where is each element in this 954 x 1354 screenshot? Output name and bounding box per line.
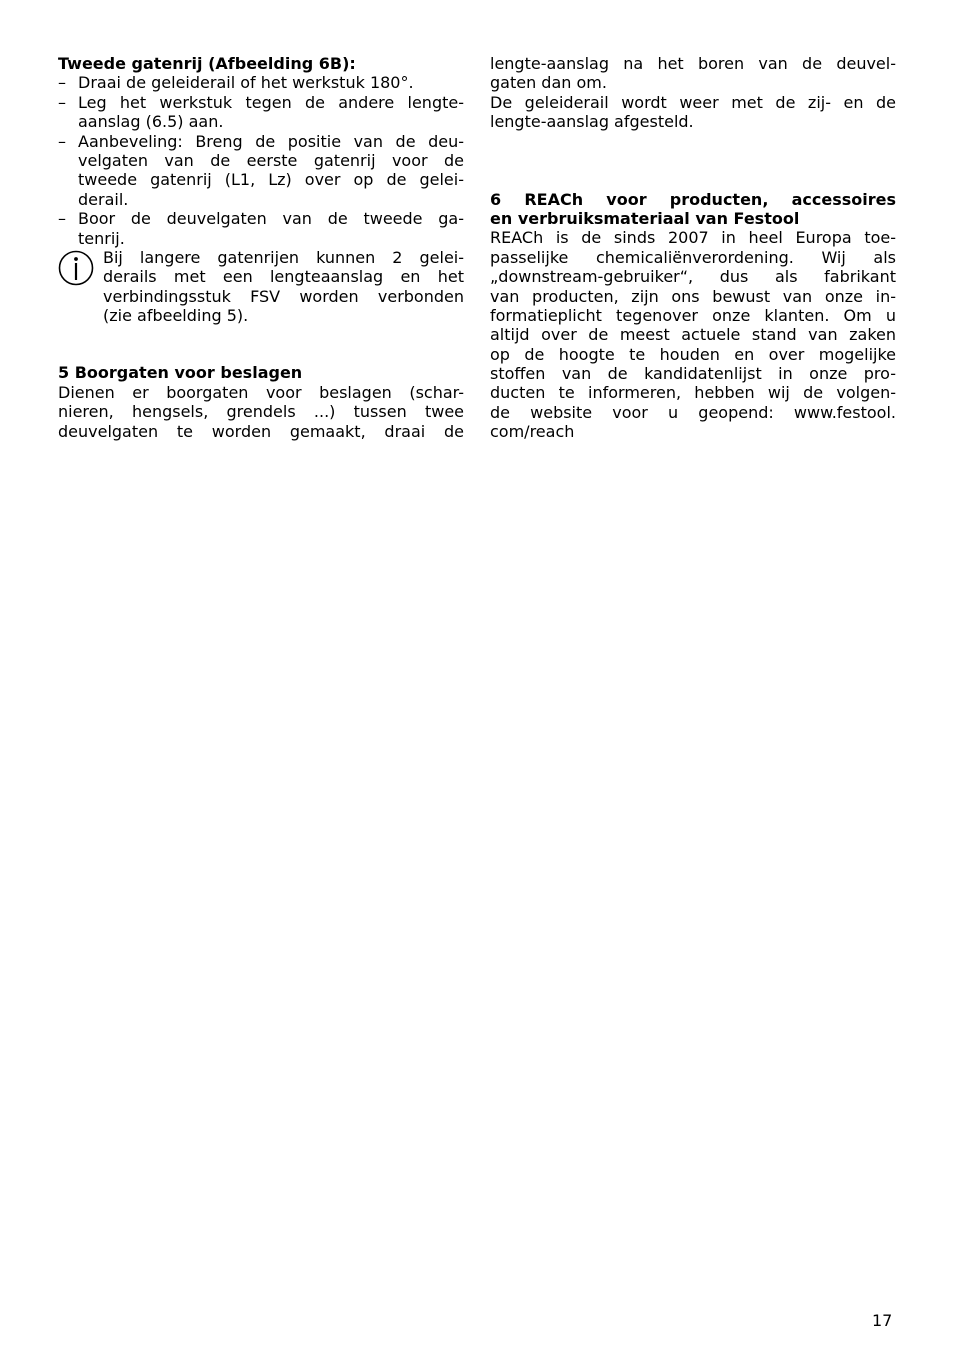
paragraph-line: „downstream-gebruiker“, dus als fabrikant: [490, 267, 896, 287]
list-item: [58, 209, 464, 248]
heading-second-row: Tweede gatenrij (Afbeelding 6B):: [58, 54, 356, 73]
paragraph-line: Dienen er boorgaten voor beslagen (schar-: [58, 382, 464, 402]
paragraph-line: lengte-aanslag na het boren van de deuvel-: [490, 54, 896, 73]
list-item-text: tweede gatenrij (L1, Lz) over op de gelei-: [78, 170, 464, 190]
paragraph-line: passelijke chemicaliënverordening. Wij als: [490, 247, 896, 267]
dash-bullet: –: [58, 131, 66, 151]
list-item-text: Aanbeveling: Breng de positie van de deu-: [78, 131, 464, 151]
list-item: [58, 73, 464, 92]
paragraph-line: ducten te informeren, hebben wij de volgen-: [490, 383, 896, 403]
list-item-text: Boor de deuvelgaten van de tweede ga-: [78, 209, 464, 229]
list-item: [58, 93, 464, 132]
paragraph-line: de website voor u geopend: www.festool.: [490, 402, 896, 422]
info-text: (zie afbeelding 5).: [103, 306, 249, 326]
dash-bullet: –: [58, 92, 66, 112]
dash-bullet: –: [58, 73, 66, 93]
paragraph-line: com/reach: [490, 422, 575, 442]
list-item-text: Leg het werkstuk tegen de andere lengte-: [78, 92, 464, 112]
list-item-text: aanslag (6.5) aan.: [78, 112, 224, 132]
page-number: 17: [872, 1311, 893, 1330]
info-text: Bij langere gatenrijen kunnen 2 gelei-: [103, 247, 464, 267]
section-5-heading: [58, 363, 464, 382]
left-column: [58, 54, 464, 441]
paragraph-line: De geleiderail wordt weer met de zij- en de: [490, 92, 896, 112]
info-note: [58, 248, 464, 326]
paragraph-line: formatieplicht tegenover onze klanten. Om u: [490, 305, 896, 325]
paragraph-line: op de hoogte te houden en over mogelijke: [490, 344, 896, 364]
list-item-text: tenrij.: [78, 228, 125, 248]
paragraph-line: stoffen van de kandidatenlijst in onze pro-: [490, 364, 896, 384]
info-icon: [58, 250, 94, 286]
paragraph-line: gaten dan om.: [490, 73, 607, 93]
paragraph-line: REACh is de sinds 2007 in heel Europa toe-: [490, 228, 896, 248]
section-6-heading: 6 REACh voor producten, accessoires: [490, 189, 896, 209]
right-column: [490, 54, 896, 442]
list-item-text: derail.: [78, 189, 129, 209]
list-item-text: velgaten van de eerste gatenrij voor de: [78, 150, 464, 170]
paragraph-line: nieren, hengsels, grendels ...) tussen twee: [58, 402, 464, 422]
section-number: 5: [58, 363, 70, 383]
list-item-text: Draai de geleiderail of het werkstuk 180°.: [78, 73, 414, 93]
section-6-heading: en verbruiksmateriaal van Festool: [490, 208, 800, 228]
list-item: [58, 132, 464, 210]
paragraph-line: deuvelgaten te worden gemaakt, draai de: [58, 421, 464, 441]
dash-bullet: –: [58, 209, 66, 229]
paragraph-line: lengte-aanslag afgesteld.: [490, 112, 694, 132]
section-title: Boorgaten voor beslagen: [74, 363, 303, 383]
paragraph-line: van producten, zijn ons bewust van onze in-: [490, 286, 896, 306]
paragraph-line: altijd over de meest actuele stand van zaken: [490, 325, 896, 345]
info-text: derails met een lengteaanslag en het: [103, 267, 464, 287]
info-text: verbindingsstuk FSV worden verbonden: [103, 286, 464, 306]
